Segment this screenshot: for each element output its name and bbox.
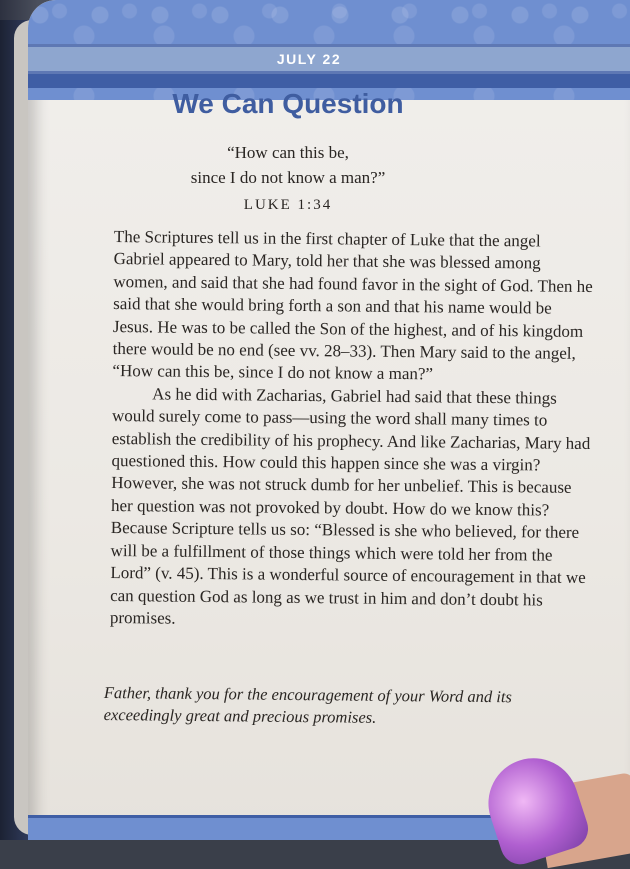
quote-line-2: since I do not know a man?” xyxy=(190,168,386,187)
scripture-quote xyxy=(28,140,588,218)
book-page xyxy=(28,0,630,840)
scripture-reference: LUKE 1:34 xyxy=(243,197,333,213)
closing-prayer: Father, thank you for the encouragement of your Word and its exceedingly great and precious promises. xyxy=(103,682,512,727)
header-stripe xyxy=(28,74,630,88)
date-banner xyxy=(28,44,630,74)
date-label: JULY 22 xyxy=(276,51,342,67)
paragraph-2: As he did with Zacharias, Gabriel had said that these things would surely come to pass—using the word shall many times to establish the credibility of his prophecy. And like Zacharias, Mary had questioned this. How could this happen since she was a virgin? However, she was not struck dumb for her unbelief. This is because her question was not provoked by doubt. How do we know this? Because Scripture tells us so: “Blessed is she who believed, for there will be a fulfillment of those things which were told her from the Lord” (v. 45). This is a wonderful source of encouragement in that we can question God as long as we trust in him and don’t doubt his promises. xyxy=(109,384,591,628)
paragraph-1: The Scriptures tell us in the first chapter of Luke that the angel Gabriel appeared to Mary, told her that she was blessed among women, and said that she had found favor in the sight of God. Then he said that she would bring forth a son and that his name would be Jesus. He was to be called the Son of the highest, and of his kingdom there would be no end (see vv. 28–33). Then Mary said to the angel, “How can this be, since I do not know a man?” xyxy=(112,226,593,384)
quote-line-1: “How can this be, xyxy=(227,143,349,162)
devotional-body xyxy=(110,226,594,634)
page-title: We Can Question xyxy=(172,88,404,119)
